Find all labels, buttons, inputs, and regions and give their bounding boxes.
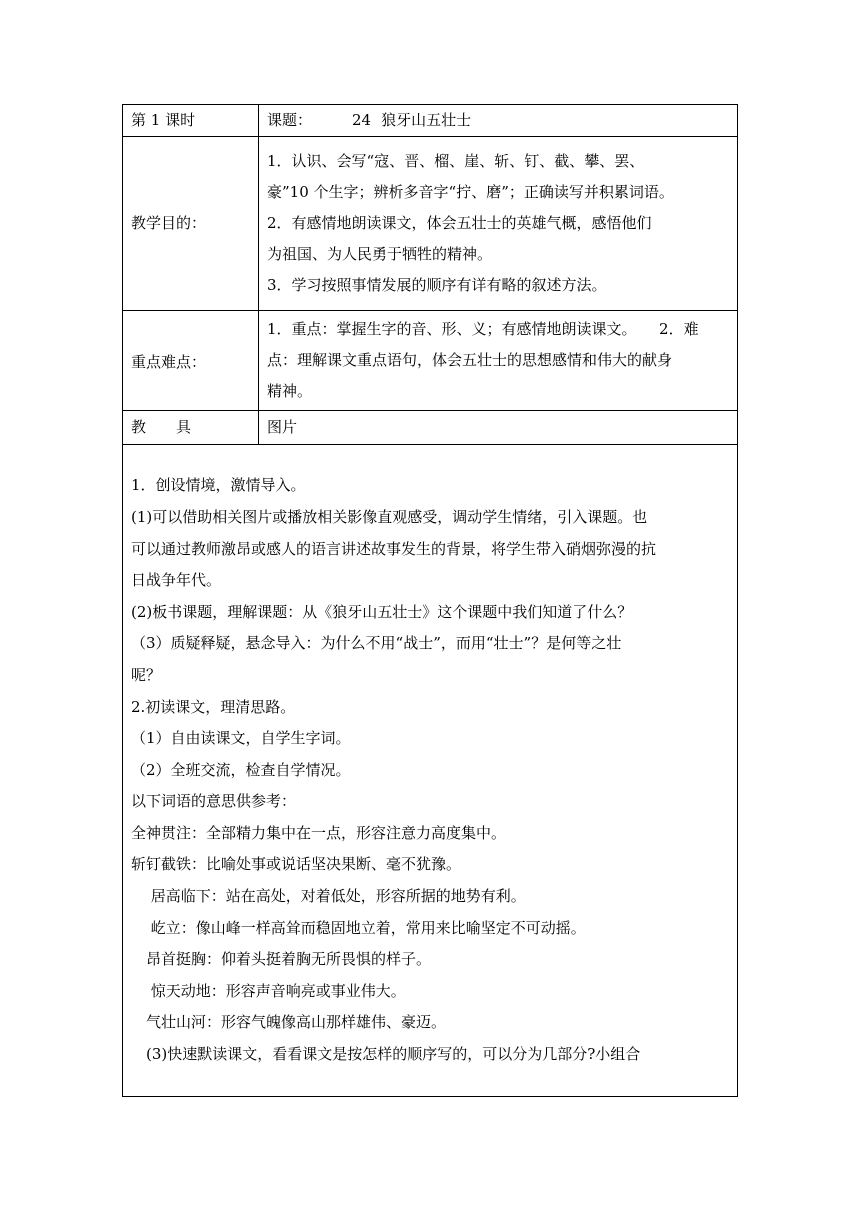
topic-label: 课题：: [267, 111, 313, 129]
key-point-line: 点：理解课文重点语句，体会五壮士的思想感情和伟大的献身: [267, 351, 673, 369]
teaching-process-cell: [123, 445, 738, 1097]
key-points-label: 重点难点：: [131, 353, 207, 371]
process-line: （3）质疑释疑，悬念导入：为什么不用“战士”，而用“壮士”？是何等之壮: [131, 634, 622, 653]
process-line: 以下词语的意思供参考：: [131, 792, 297, 811]
process-line: 全神贯注：全部精力集中在一点，形容注意力高度集中。: [131, 823, 507, 842]
objective-line: 2．有感情地朗读课文，体会五壮士的英雄气概，感悟他们: [267, 214, 652, 232]
objectives-label-cell: [123, 137, 259, 311]
process-line: 昂首挺胸：仰着头挺着胸无所畏惧的样子。: [131, 950, 432, 969]
lesson-title: 狼牙山五壮士: [381, 111, 472, 129]
process-line: (1)可以借助相关图片或播放相关影像直观感受，调动学生情绪，引入课题。也: [131, 507, 648, 526]
process-line: 1．创设情境，激情导入。: [131, 476, 306, 495]
teaching-process-row: [123, 445, 738, 1097]
tools-row: [123, 411, 738, 445]
tools-label-cell: [123, 411, 259, 445]
title-row: [123, 105, 738, 137]
objective-line: 1．认识、会写“寇、晋、榴、崖、斩、钉、截、攀、罢、: [267, 152, 645, 170]
process-line: 气壮山河：形容气魄像高山那样雄伟、豪迈。: [131, 1013, 447, 1032]
key-point-line: 1．重点：掌握生字的音、形、义；有感情地朗读课文。 2．难: [267, 320, 699, 338]
process-line: 斩钉截铁：比喻处事或说话坚决果断、毫不犹豫。: [131, 855, 462, 874]
lesson-plan-page: [122, 104, 738, 1097]
tools-label: 教 具: [131, 418, 192, 436]
process-line: 呢？: [131, 665, 162, 684]
tools-value-cell: [259, 411, 738, 445]
topic-cell: [259, 105, 738, 137]
process-line: (2)板书课题，理解课题：从《狼牙山五壮士》这个课题中我们知道了什么？: [131, 602, 633, 621]
process-line: 可以通过教师激昂或感人的语言讲述故事发生的背景，将学生带入硝烟弥漫的抗: [131, 539, 657, 558]
process-line: (3)快速默读课文，看看课文是按怎样的顺序写的，可以分为几部分?小组合: [131, 1045, 641, 1064]
process-line: 屹立：像山峰一样高耸而稳固地立着，常用来比喻坚定不可动摇。: [131, 918, 586, 937]
objective-line: 豪”10 个生字；辨析多音字“拧、磨”；正确读写并积累词语。: [267, 183, 674, 201]
process-line: （1）自由读课文，自学生字词。: [131, 729, 351, 748]
key-point-line: 精神。: [267, 382, 313, 400]
lesson-period-label: 第 1 课时: [131, 111, 196, 129]
key-points-label-cell: [123, 311, 259, 411]
lesson-plan-table: [122, 104, 738, 1097]
objectives-label: 教学目的：: [131, 214, 207, 232]
objectives-content-cell: [259, 137, 738, 311]
key-points-content-cell: [259, 311, 738, 411]
objective-line: 为祖国、为人民勇于牺牲的精神。: [267, 245, 493, 263]
process-line: 2.初读课文，理清思路。: [131, 697, 296, 716]
process-line: 日战争年代。: [131, 571, 222, 590]
process-line: 居高临下：站在高处，对着低处，形容所据的地势有利。: [131, 887, 526, 906]
key-points-row: [123, 311, 738, 411]
tools-value: 图片: [267, 418, 298, 436]
lesson-number: 24: [352, 111, 372, 129]
objective-line: 3．学习按照事情发展的顺序有详有略的叙述方法。: [267, 276, 607, 294]
process-line: 惊天动地：形容声音响亮或事业伟大。: [131, 981, 406, 1000]
process-line: （2）全班交流，检查自学情况。: [131, 760, 351, 779]
lesson-period-cell: [123, 105, 259, 137]
objectives-row: [123, 137, 738, 311]
